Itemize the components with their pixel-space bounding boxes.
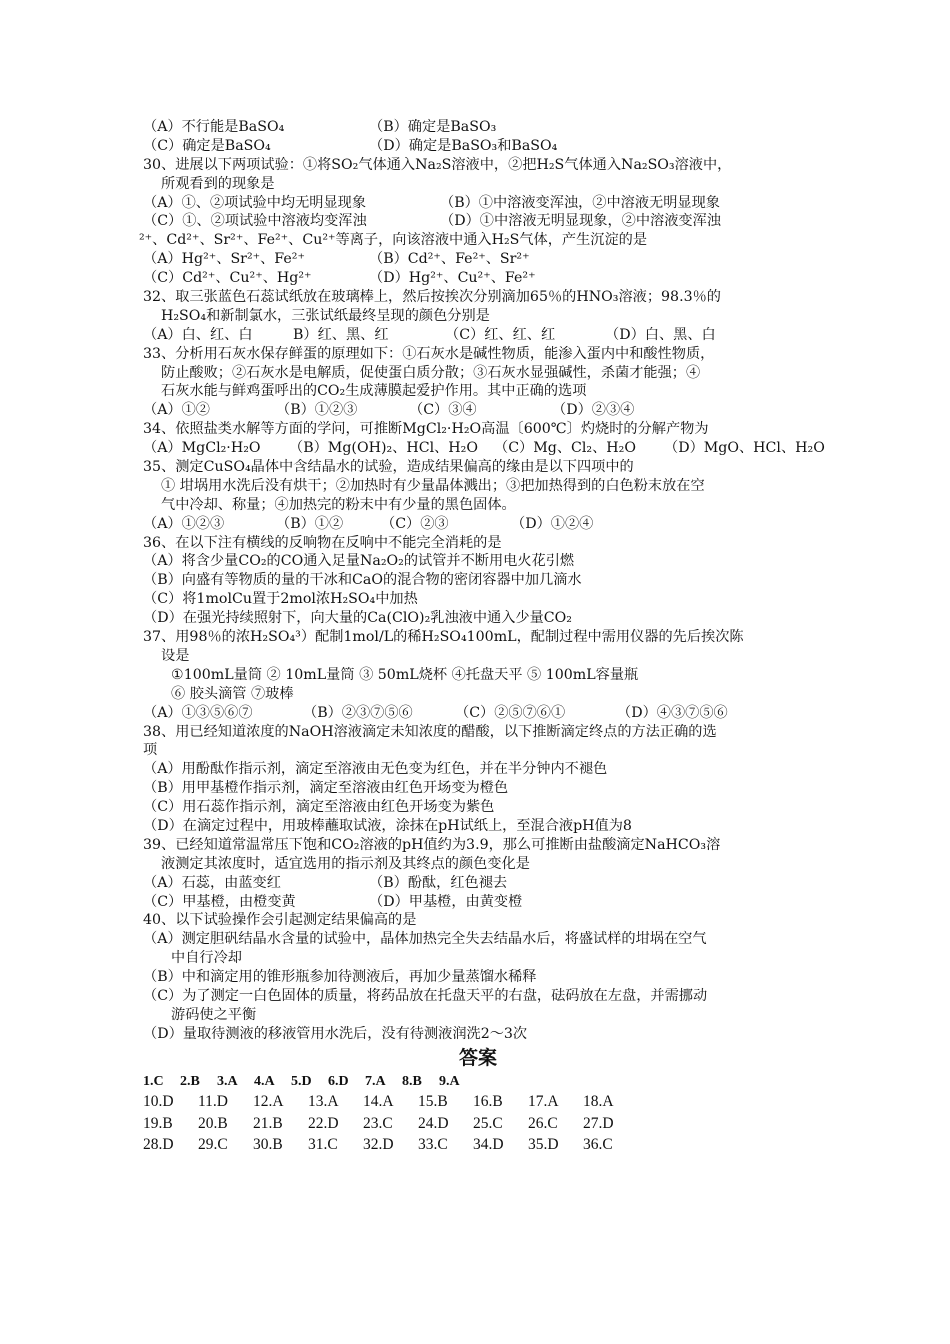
answer-item: 21.B xyxy=(253,1114,283,1132)
exam-page xyxy=(139,118,825,1156)
answers-title: 答案 xyxy=(458,1046,497,1069)
answer-item: 32.D xyxy=(363,1136,394,1154)
q39-stem: 39、已经知道常温常压下饱和CO₂溶液的pH值约为3.9，那么可推断由盐酸滴定NaHCO₃溶 xyxy=(143,836,721,853)
q40-stem: 40、以下试验操作会引起测定结果偏高的是 xyxy=(143,912,417,929)
answer-item: 30.B xyxy=(253,1136,283,1154)
q32-stem: 32、取三张蓝色石蕊试纸放在玻璃棒上，然后按挨次分别滴加65％的HNO₃溶液；98.3％的 xyxy=(143,289,721,306)
q37-option-b: （B）②③⑦⑤⑥ xyxy=(303,704,413,721)
q33-stem-cont-1: 防止酸败；②石灰水是电解质，促使蛋白质分散；③石灰水显强碱性，杀菌才能强；④ xyxy=(161,364,701,381)
answers-row-3 xyxy=(143,1113,813,1135)
q40-option-a: （A）测定胆矾结晶水含量的试验中，晶体加热完全失去结晶水后，将盛试样的坩埚在空气 xyxy=(143,931,707,948)
q38-option-b: （B）用甲基橙作指示剂，滴定至溶液由红色开场变为橙色 xyxy=(143,780,509,797)
q31-options-row-2 xyxy=(143,269,813,288)
q30-options-row-1 xyxy=(143,194,813,213)
answer-item: 26.C xyxy=(528,1114,558,1132)
q30-option-b: （B）①中溶液变浑浊，②中溶液无明显现象 xyxy=(440,194,720,211)
answer-item: 4.A xyxy=(254,1073,275,1089)
q38-option-a: （A）用酚酞作指示剂，滴定至溶液由无色变为红色，并在半分钟内不褪色 xyxy=(143,761,608,778)
q37-items-1: ①100mL量筒 ② 10mL量筒 ③ 50mL烧杯 ④托盘天平 ⑤ 100mL容量瓶 xyxy=(171,666,639,683)
q32-options xyxy=(143,326,813,345)
q36-option-c: （C）将1molCu置于2mol浓H₂SO₄中加热 xyxy=(143,591,418,608)
q29-option-d: （D）确定是BaSO₃和BaSO₄ xyxy=(369,137,558,154)
answer-item: 7.A xyxy=(365,1073,386,1089)
q40-option-a-cont: 中自行冷却 xyxy=(171,950,242,967)
answer-item: 28.D xyxy=(143,1136,174,1154)
q29-option-c: （C）确定是BaSO₄ xyxy=(143,137,271,154)
answer-item: 34.D xyxy=(473,1136,504,1154)
answer-item: 13.A xyxy=(308,1093,339,1111)
answer-item: 25.C xyxy=(473,1114,503,1132)
q39-option-d: （D）甲基橙，由黄变橙 xyxy=(369,893,523,910)
q36-option-d: （D）在强光持续照射下，向大量的Ca(ClO)₂乳浊液中通入少量CO₂ xyxy=(143,610,572,627)
q40-option-c: （C）为了测定一白色固体的质量，将药品放在托盘天平的右盘，砝码放在左盘，并需挪动 xyxy=(143,987,708,1004)
q38-stem-cont: 项 xyxy=(143,742,158,759)
q29-options-row-2 xyxy=(143,137,813,156)
q37-options xyxy=(143,704,813,723)
answer-item: 2.B xyxy=(180,1073,200,1089)
answer-item: 11.D xyxy=(198,1093,228,1111)
answer-item: 29.C xyxy=(198,1136,228,1154)
q37-option-a: （A）①③⑤⑥⑦ xyxy=(143,704,253,721)
q40-option-c-cont: 游码使之平衡 xyxy=(171,1006,257,1023)
q33-options xyxy=(143,401,813,420)
answer-item: 20.B xyxy=(198,1114,228,1132)
q31-option-a: （A）Hg²⁺、Sr²⁺、Fe²⁺ xyxy=(143,251,305,268)
q39-option-a: （A）石蕊，由蓝变红 xyxy=(143,874,281,891)
q35-option-d: （D）①②④ xyxy=(511,515,594,532)
q35-option-b: （B）①② xyxy=(276,515,344,532)
q38-option-d: （D）在滴定过程中，用玻棒蘸取试液，涂抹在pH试纸上，至混合液pH值为8 xyxy=(143,817,632,834)
q37-option-d: （D）④③⑦⑤⑥ xyxy=(617,704,728,721)
answer-item: 33.C xyxy=(418,1136,448,1154)
q40-option-d: （D）量取待测液的移液管用水洗后，没有待测液润洗2～3次 xyxy=(143,1025,528,1042)
q30-option-c: （C）①、②项试验中溶液均变浑浊 xyxy=(143,213,367,230)
q33-option-a: （A）①② xyxy=(143,402,210,419)
q32-option-c: （C）红、红、红 xyxy=(445,326,556,343)
q36-option-a: （A）将含少量CO₂的CO通入足量Na₂O₂的试管并不断用电火花引燃 xyxy=(143,553,575,570)
answers-row-4 xyxy=(143,1134,813,1156)
q31-stem: ²⁺、Cd²⁺、Sr²⁺、Fe²⁺、Cu²⁺等离子，向该溶液中通入H₂S气体，产生沉淀的是 xyxy=(139,232,648,249)
q30-options-row-2 xyxy=(143,212,813,231)
q32-option-a: （A）白、红、白 xyxy=(143,326,253,343)
q33-stem-cont-2: 石灰水能与鲜鸡蛋呼出的CO₂生成薄膜起爱护作用。其中正确的选项 xyxy=(161,383,587,400)
q30-option-d: （D）①中溶液无明显现象，②中溶液变浑浊 xyxy=(440,213,721,230)
q39-options-row-2 xyxy=(143,893,813,912)
answer-item: 15.B xyxy=(418,1093,448,1111)
q29-options-row-1 xyxy=(143,118,813,137)
answer-item: 9.A xyxy=(439,1073,460,1089)
q32-stem-cont: H₂SO₄和新制氯水，三张试纸最终呈现的颜色分别是 xyxy=(161,307,490,324)
q38-stem: 38、用已经知道浓度的NaOH溶液滴定未知浓度的醋酸，以下推断滴定终点的方法正确的选 xyxy=(143,723,717,740)
answer-item: 12.A xyxy=(253,1093,284,1111)
answer-item: 19.B xyxy=(143,1114,173,1132)
q31-option-d: （D）Hg²⁺、Cu²⁺、Fe²⁺ xyxy=(369,270,536,287)
q33-option-c: （C）③④ xyxy=(409,402,477,419)
answer-item: 27.D xyxy=(583,1114,614,1132)
q39-option-b: （B）酚酞，红色褪去 xyxy=(369,874,508,891)
q39-option-c: （C）甲基橙，由橙变黄 xyxy=(143,893,296,910)
q34-option-c: （C）Mg、Cl₂、H₂O xyxy=(494,440,636,457)
q31-option-c: （C）Cd²⁺、Cu²⁺、Hg²⁺ xyxy=(143,270,312,287)
q30-stem-cont: 所观看到的现象是 xyxy=(161,175,275,192)
answer-item: 6.D xyxy=(328,1073,349,1089)
q32-option-d: （D）白、黑、白 xyxy=(605,326,716,343)
q39-options-row-1 xyxy=(143,874,813,893)
q37-stem: 37、用98％的浓H₂SO₄³）配制1mol/L的稀H₂SO₄100mL，配制过程中需用仪器的先后挨次陈 xyxy=(143,629,744,646)
answer-item: 24.D xyxy=(418,1114,449,1132)
answer-item: 8.B xyxy=(402,1073,422,1089)
answer-item: 18.A xyxy=(583,1093,614,1111)
answer-item: 16.B xyxy=(473,1093,503,1111)
q30-stem: 30、进展以下两项试验：①将SO₂气体通入Na₂S溶液中，②把H₂S气体通入Na₂SO₃溶液中， xyxy=(143,156,732,173)
q35-options xyxy=(143,515,813,534)
answer-item: 5.D xyxy=(291,1073,312,1089)
q31-option-b: （B）Cd²⁺、Fe²⁺、Sr²⁺ xyxy=(369,251,530,268)
q37-stem-cont: 设是 xyxy=(161,647,190,664)
q34-option-b: （B）Mg(OH)₂、HCl、H₂O xyxy=(289,440,479,457)
q35-option-a: （A）①②③ xyxy=(143,515,225,532)
answer-item: 31.C xyxy=(308,1136,338,1154)
answers-row-1 xyxy=(143,1070,813,1092)
q33-option-d: （D）②③④ xyxy=(552,402,635,419)
answer-item: 10.D xyxy=(143,1093,174,1111)
q40-option-b: （B）中和滴定用的锥形瓶参加待测液后，再加少量蒸馏水稀释 xyxy=(143,969,537,986)
answer-item: 35.D xyxy=(528,1136,559,1154)
q36-option-b: （B）向盛有等物质的量的干冰和CaO的混合物的密闭容器中加几滴水 xyxy=(143,572,582,589)
answers-row-2 xyxy=(143,1091,813,1113)
answer-item: 1.C xyxy=(143,1073,164,1089)
answer-item: 23.C xyxy=(363,1114,393,1132)
q35-option-c: （C）②③ xyxy=(381,515,449,532)
q33-option-b: （B）①②③ xyxy=(276,402,358,419)
answer-item: 17.A xyxy=(528,1093,559,1111)
q34-stem: 34、依照盐类水解等方面的学问，可推断MgCl₂·H₂O高温〔600℃〕灼烧时的分解产物为 xyxy=(143,421,709,438)
answer-item: 22.D xyxy=(308,1114,339,1132)
q29-option-b: （B）确定是BaSO₃ xyxy=(369,119,497,135)
q34-option-d: （D）MgO、HCl、H₂O xyxy=(664,440,825,457)
q38-option-c: （C）用石蕊作指示剂，滴定至溶液由红色开场变为紫色 xyxy=(143,799,495,816)
q36-stem: 36、在以下注有横线的反响物在反响中不能完全消耗的是 xyxy=(143,534,502,551)
q33-stem: 33、分析用石灰水保存鲜蛋的原理如下：①石灰水是碱性物质，能渗入蛋内中和酸性物质， xyxy=(143,345,715,362)
q39-stem-cont: 液测定其浓度时，适宜选用的指示剂及其终点的颜色变化是 xyxy=(161,855,530,872)
q35-line-2: 气中冷却、称量；④加热完的粉末中有少量的黑色固体。 xyxy=(161,496,516,513)
q35-line-1: ① 坩埚用水洗后没有烘干；②加热时有少量晶体溅出；③把加热得到的白色粉末放在空 xyxy=(161,477,705,494)
q34-option-a: （A）MgCl₂·H₂O xyxy=(143,440,261,457)
q31-options-row-1 xyxy=(143,250,813,269)
q37-items-2: ⑥ 胶头滴管 ⑦玻棒 xyxy=(171,685,294,702)
answer-item: 36.C xyxy=(583,1136,613,1154)
q29-option-a: （A）不行能是BaSO₄ xyxy=(143,119,285,135)
q35-stem: 35、测定CuSO₄晶体中含结晶水的试验，造成结果偏高的缘由是以下四项中的 xyxy=(143,459,634,476)
answer-item: 3.A xyxy=(217,1073,238,1089)
q32-option-b: B）红、黑、红 xyxy=(293,326,389,343)
q30-option-a: （A）①、②项试验中均无明显现象 xyxy=(143,194,367,211)
q34-options xyxy=(143,439,825,458)
answer-item: 14.A xyxy=(363,1093,394,1111)
q37-option-c: （C）②⑤⑦⑥① xyxy=(455,704,566,721)
